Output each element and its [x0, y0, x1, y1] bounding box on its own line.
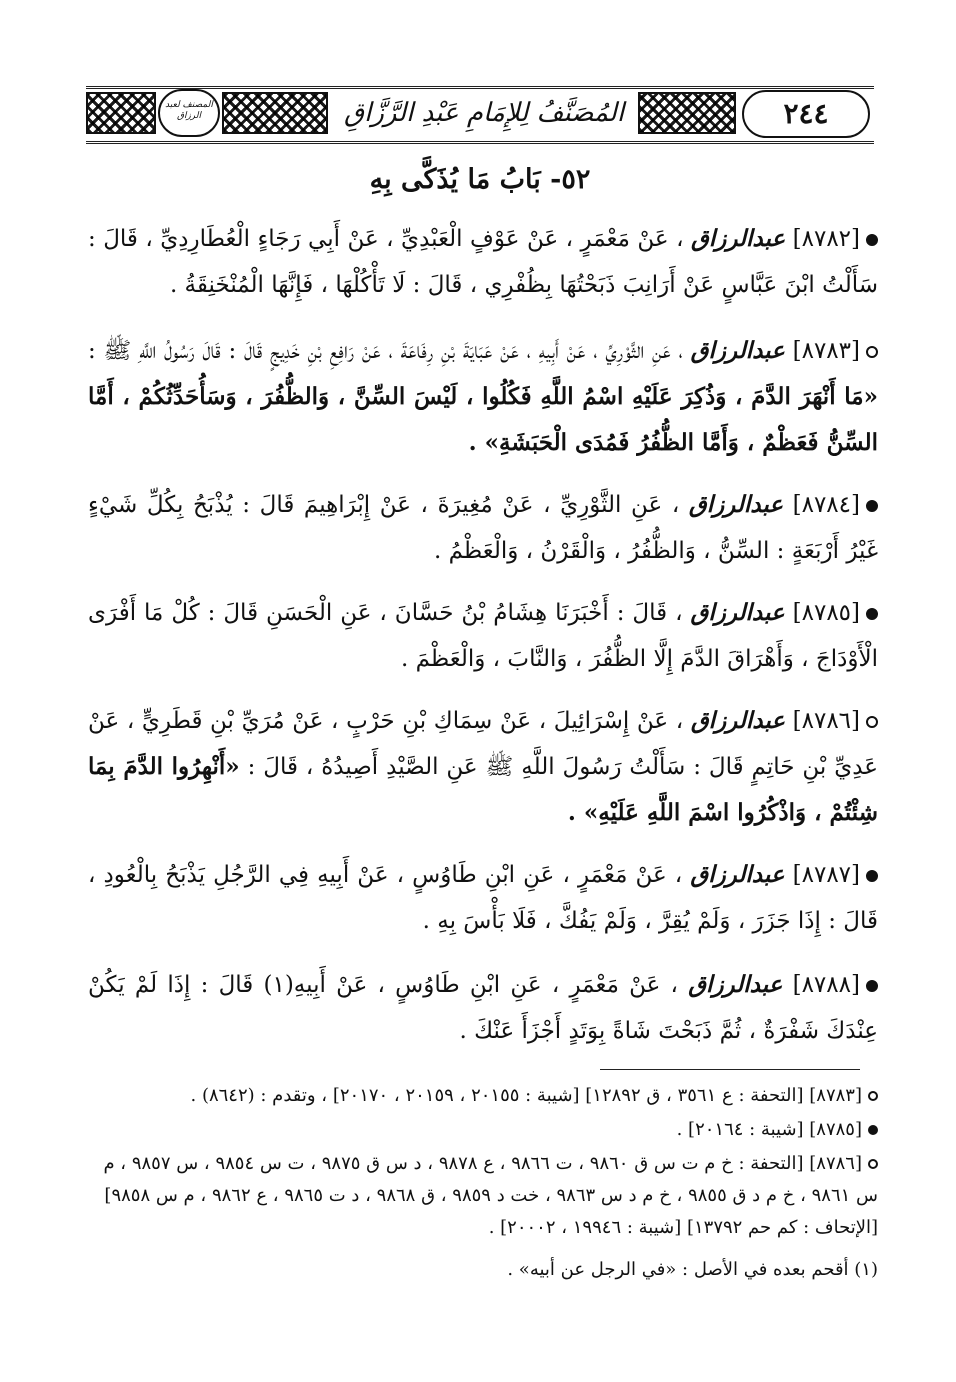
hadith-entry-8786: [88, 698, 878, 836]
footnote-text: [٨٧٨٣] [التحفة : ع ٣٥٦١ ، ق ١٢٨٩٢] [شيبة : ٢٠١٥٥ ، ٢٠١٥٩ ، ٢٠١٧٠] ، وتقدم : (٨٦٤٢) .: [190, 1085, 862, 1106]
filled-bullet-icon: [868, 1125, 878, 1135]
filled-bullet-icon: [866, 608, 878, 620]
filled-bullet-icon: [866, 870, 878, 882]
narrator-name: عبدالرزاق: [690, 225, 786, 252]
entry-number: [٨٧٨٦]: [792, 708, 861, 734]
hadith-entry-8788: [88, 962, 878, 1054]
filled-bullet-icon: [866, 980, 878, 992]
entry-text: ، عَنِ الثَّوْرِيِّ ، عَنْ مُغِيرَةَ ، عَنْ إِبْرَاهِيمَ قَالَ : يُذْبَحُ بِكُلِّ شَيْءٍ غَيْرُ أَرْبَعَةٍ : السِّنُّ ، وَالظُّفُرُ ، وَالْقَرْنُ ، وَالْعَظْمُ .: [88, 492, 878, 564]
entry-text: ، عَنْ مَعْمَرٍ ، عَنِ ابْنِ طَاوُسٍ ، عَنْ أَبِيهِ(١) قَالَ : إِذَا لَمْ يَكُنْ عِنْدَكَ شَفْرَةٌ ، ثُمَّ ذَبَحْتَ شَاةً بِوَتَدٍ أَجْزَأَ عَنْكَ .: [88, 972, 878, 1044]
hollow-bullet-icon: [866, 716, 878, 728]
entry-number: [٨٧٨٧]: [792, 862, 861, 888]
entry-text: ، عَنِ الثَّوْرِيِّ ، عَنْ أَبِيهِ ، عَنْ عَبَايَةَ بْنِ رِفَاعَةَ ، عَنْ رَافِعِ بْنِ خَدِيجٍ قَالَ : قَالَ رَسُولُ اللَّهِ ﷺ :: [88, 338, 683, 364]
page-header: [86, 86, 874, 144]
entry-text: ، عَنْ مَعْمَرٍ ، عَنِ ابْنِ طَاوُسٍ ، عَنْ أَبِيهِ فِي الرَّجُلِ يَذْبَحُ بِالْعُودِ ، قَالَ : إِذَا جَزَرَ ، وَلَمْ يُقِرَّ ، وَلَمْ يَفُكَّ ، فَلَا بَأْسَ بِهِ .: [88, 862, 878, 934]
filled-bullet-icon: [866, 234, 878, 246]
entry-number: [٨٧٨٣]: [792, 338, 860, 364]
entry-number: [٨٧٨٤]: [792, 492, 860, 518]
footnote-text: (١) أقحم بعده في الأصل : «في الرجل عن أبيه» .: [507, 1259, 878, 1280]
narrator-name: عبدالرزاق: [690, 337, 785, 364]
narrator-name: عبدالرزاق: [688, 971, 783, 998]
book-emblem: المصنف لعبد الرزاق: [158, 89, 220, 137]
footnote-8783: [88, 1080, 878, 1112]
hollow-bullet-icon: [868, 1159, 878, 1169]
entry-text: ، عَنْ مَعْمَرٍ ، عَنْ عَوْفٍ الْعَبْدِيِّ ، عَنْ أَبِي رَجَاءٍ الْعُطَارِدِيِّ ، قَالَ : سَأَلْتُ ابْنَ عَبَّاسٍ عَنْ أَرَانِبَ ذَبَحْتُهَا بِظُفْرِي ، قَالَ : لَا تَأْكُلْهَا ، فَإِنَّهَا الْمُنْخَنِقَةُ .: [88, 226, 878, 298]
hadith-entry-8784: [88, 482, 878, 574]
prophetic-quote: «مَا أَنْهَرَ الدَّمَ ، وَذُكِرَ عَلَيْهِ اسْمُ اللَّهِ فَكُلُوا ، لَيْسَ السِّنَّ ، وَالظُّفُرَ ، وَسَأُحَدِّثُكُمْ ، أَمَّا السِّنُّ فَعَظْمٌ ، وَأَمَّا الظُّفُرُ فَمُدَى الْحَبَشَةِ» .: [88, 383, 878, 456]
footnote-1: [88, 1254, 878, 1286]
entry-number: [٨٧٨٢]: [792, 226, 861, 252]
narrator-name: عبدالرزاق: [690, 707, 785, 734]
footnote-text: [٨٧٨٥] [شيبة : ٢٠١٦٤] .: [676, 1119, 862, 1140]
hadith-entry-8783: [88, 328, 878, 466]
hadith-entry-8785: [88, 590, 878, 682]
page-number: ٢٤٤: [742, 90, 870, 138]
entry-number: [٨٧٨٥]: [792, 600, 861, 626]
chapter-title: ٥٢- بَابُ مَا يُذَكَّى بِهِ: [369, 164, 591, 195]
footnote-8785: [88, 1114, 878, 1146]
entry-text: ، عَنْ إِسْرَائِيلَ ، عَنْ سِمَاكِ بْنِ حَرْبٍ ، عَنْ مُرَيِّ بْنِ قَطَرِيٍّ ، عَنْ عَدِيِّ بْنِ حَاتِمٍ قَالَ : سَأَلْتُ رَسُولَ اللَّهِ ﷺ عَنِ الصَّيْدِ أَصِيدُهُ ، قَالَ :: [88, 708, 879, 780]
running-title: المُصَنَّفُ لِلإِمَامِ عَبْدِ الرَّزَّاقِ: [343, 98, 625, 128]
ornament-pattern-mid-left: [222, 92, 328, 134]
footnote-text: [٨٧٨٦] [التحفة : خ م ت س ق ٩٨٦٠ ، ت ٩٨٦٦ ، ع ٩٨٧٨ ، د س ق ٩٨٧٥ ، ت س ٩٨٥٤ ، س ٩٨٥٧ ، م س ٩٨٦١ ، خ م د ق ٩٨٥٥ ، خ م د س ٩٨٦٣ ، خت د ٩٨٥٩ ، ق ٩٨٦٨ ، د ت ٩٨٦٥ ، ع ٩٨٦٢ ، م س ٩٨٥٨] [الإتحاف : كم حم ١٣٧٩٢] [شيبة : ١٩٩٤٦ ، ٢٠٠٠٢] .: [103, 1153, 878, 1238]
ornament-pattern-left: [86, 92, 156, 134]
filled-bullet-icon: [866, 500, 878, 512]
entry-number: [٨٧٨٨]: [792, 972, 860, 998]
ornament-pattern-mid-right: [638, 92, 736, 134]
narrator-name: عبدالرزاق: [690, 599, 785, 626]
hollow-bullet-icon: [868, 1091, 878, 1101]
hadith-entry-8782: [88, 216, 878, 308]
prophetic-quote: «أَنْهِرُوا الدَّمَ بِمَا شِئْتُمْ ، وَاذْكُرُوا اسْمَ اللَّهِ عَلَيْهِ» .: [88, 753, 878, 826]
footnote-separator: [600, 1069, 860, 1070]
narrator-name: عبدالرزاق: [690, 861, 785, 888]
hadith-entry-8787: [88, 852, 878, 944]
entry-text: ، قَالَ : أَخْبَرَنَا هِشَامُ بْنُ حَسَّانَ ، عَنِ الْحَسَنِ قَالَ : كُلْ مَا أَفْرَى الْأَوْدَاجَ ، وَأَهْرَاقَ الدَّمَ إِلَّا الظُّفُرَ ، وَالنَّابَ ، وَالْعَظْمَ .: [88, 600, 878, 672]
footnote-8786: [88, 1148, 878, 1244]
hollow-bullet-icon: [866, 346, 878, 358]
narrator-name: عبدالرزاق: [688, 491, 784, 518]
